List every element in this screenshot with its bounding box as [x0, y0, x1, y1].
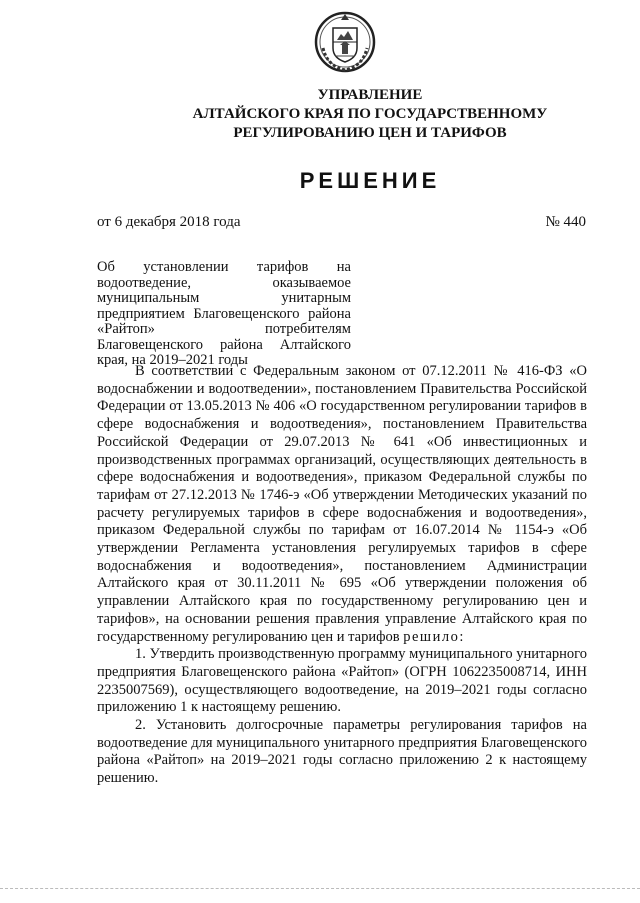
decision-item-2: 2. Установить долгосрочные параметры регулирования тарифов на водоотведение для муниципального унитарного предприятия Благовещенского района «Райтоп» на 2019–2021 годы согласно приложению 2 к настоящему решению.: [97, 717, 587, 787]
preamble-paragraph: В соответствии с Федеральным законом от 07.12.2011 № 416-ФЗ «О водоснабжении и водоотведении», постановлением Правительства Российской Федерации от 13.05.2013 № 406 «О государственном регулировании тарифов в сфере водоснабжения и водоотведения», постановлением Правительства Российской Федерации от 29.07.2013 № 641 «Об инвестиционных и производственных программах организаций, осуществляющих деятельность в сфере водоснабжения и водоотведения», приказом Федеральной службы по тарифам от 27.12.2013 № 1746-э «Об утверждении Методических указаний по расчету регулируемых тарифов в сфере водоснабжения и водоотведения», приказом Федеральной службы по тарифам от 16.07.2014 № 1154-э «Об утверждении Регламента установления регулируемых тарифов в сфере водоснабжения и водоотведения», постановлением Администрации Алтайского края от 30.11.2011 № 695 «Об утверждении положения об управлении Алтайского края по государственному регулированию цен и тарифов», на основании решения правления управление Алтайского края по государственному регулированию цен и тарифов решило:: [97, 363, 587, 645]
authority-name-line-2: АЛТАЙСКОГО КРАЯ ПО ГОСУДАРСТВЕННОМУ: [192, 106, 548, 122]
document-body: [97, 363, 587, 788]
decision-item-1: 1. Утвердить производственную программу муниципального унитарного предприятия Благовещенского района «Райтоп» (ОГРН 1062235008714, ИНН 2235007569), осуществляющего водоотведение, на 2019–2021 годы согласно приложению 1 к настоящему решению.: [97, 646, 588, 716]
resolved-word: решило: [403, 628, 460, 645]
document-type-title: РЕШЕНИЕ: [299, 168, 441, 193]
page-bottom-divider: [0, 888, 640, 889]
authority-name-line-1: УПРАВЛЕНИЕ: [317, 87, 423, 103]
preamble-text: В соответствии с Федеральным законом от 07.12.2011 № 416-ФЗ «О водоснабжении и водоотведении», постановлением Правительства Российской Федерации от 13.05.2013 № 406 «О государственном регулировании тарифов в сфере водоснабжения и водоотведения», постановлением Правительства Российской Федерации от 29.07.2013 № 641 «Об инвестиционных и производственных программах организаций, осуществляющих деятельность в сфере водоснабжения и водоотведения», приказом Федеральной службы по тарифам от 27.12.2013 № 1746-э «Об утверждении Методических указаний по расчету регулируемых тарифов в сфере водоснабжения и водоотведения», приказом Федеральной службы по тарифам от 16.07.2014 № 1154-э «Об утверждении Регламента установления регулируемых тарифов в сфере водоснабжения и водоотведения», постановлением Администрации Алтайского края от 30.11.2011 № 695 «Об утверждении положения об управлении Алтайского края по государственному регулированию цен и тарифов», на основании решения правления управление Алтайского края по государственному регулированию цен и тарифов: [97, 363, 587, 645]
document-number: № 440: [545, 214, 586, 230]
document-date: от 6 декабря 2018 года: [97, 214, 241, 230]
coat-of-arms-emblem: [313, 10, 377, 74]
document-subject: Об установлении тарифов на водоотведение, оказываемое муниципальным унитарным предприятием Благовещенского района «Райтоп» потребителям Благовещенского района Алтайского края, на 2019–2021 годы: [97, 259, 351, 368]
authority-name-line-3: РЕГУЛИРОВАНИЮ ЦЕН И ТАРИФОВ: [233, 125, 507, 141]
